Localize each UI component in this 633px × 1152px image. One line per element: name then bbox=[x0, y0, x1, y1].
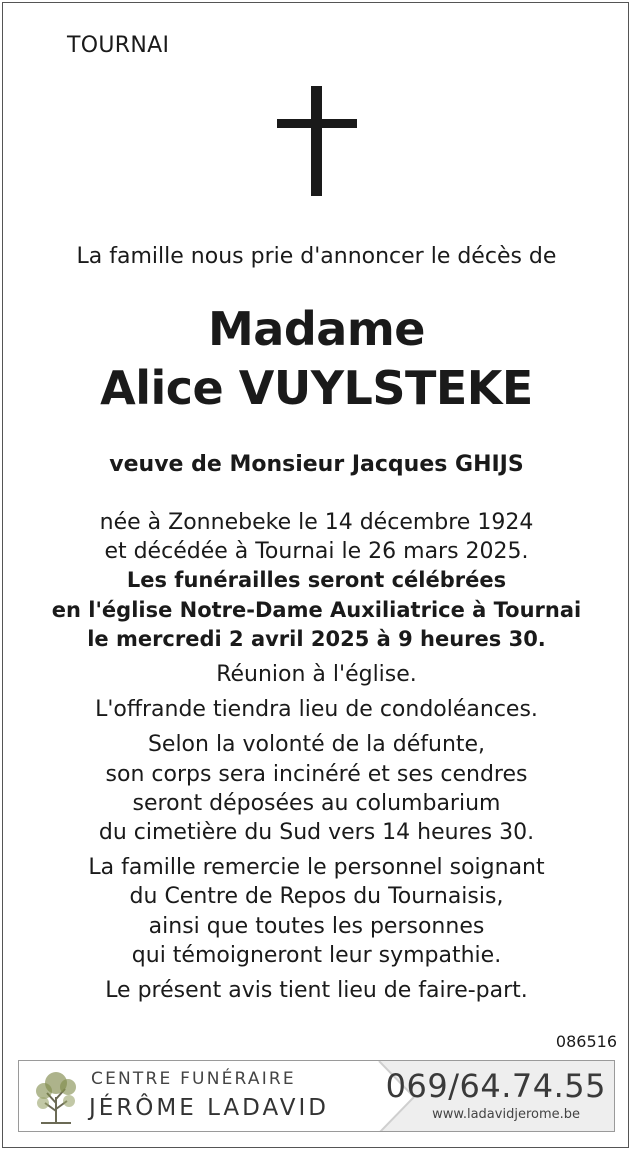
funeral-line-2: en l'église Notre-Dame Auxiliatrice à Tournai bbox=[51, 597, 582, 622]
announcement-text: La famille nous prie d'annoncer le décès de bbox=[76, 244, 557, 269]
deceased-title: Madame bbox=[208, 302, 425, 356]
website-link[interactable]: www.ladavidjerome.be bbox=[432, 1107, 580, 1122]
cremation-line-1: Selon la volonté de la défunte, bbox=[147, 732, 486, 758]
cross-icon bbox=[277, 86, 357, 196]
birth-line: née à Zonnebeke le 14 décembre 1924 bbox=[99, 510, 534, 535]
city-label: TOURNAI bbox=[67, 33, 170, 58]
cremation-line-4: du cimetière du Sud vers 14 heures 30. bbox=[98, 820, 535, 846]
death-line: et décédée à Tournai le 26 mars 2025. bbox=[104, 539, 529, 565]
closing-line: Le présent avis tient lieu de faire-part. bbox=[105, 978, 528, 1004]
thanks-line-4: qui témoigneront leur sympathie. bbox=[131, 942, 502, 968]
deceased-name: Alice VUYLSTEKE bbox=[100, 361, 533, 415]
thanks-line-1: La famille remercie le personnel soignant bbox=[88, 855, 545, 881]
cremation-line-3: seront déposées au columbarium bbox=[132, 790, 501, 816]
offering-line: L'offrande tiendra lieu de condoléances. bbox=[95, 697, 538, 723]
funeral-home-banner bbox=[18, 1060, 615, 1132]
thanks-line-2: du Centre de Repos du Tournaisis, bbox=[129, 884, 504, 910]
funeral-line-1: Les funérailles seront célébrées bbox=[126, 568, 507, 593]
cremation-line-2: son corps sera incinéré et ses cendres bbox=[105, 761, 528, 787]
thanks-line-3: ainsi que toutes les personnes bbox=[148, 913, 485, 939]
banner-line-2: JÉRÔME LADAVID bbox=[89, 1095, 329, 1121]
widow-of-text: veuve de Monsieur Jacques GHIJS bbox=[109, 452, 524, 477]
notice-body bbox=[0, 508, 633, 1005]
banner-line-1: CENTRE FUNÉRAIRE bbox=[91, 1069, 296, 1089]
reunion-line: Réunion à l'église. bbox=[216, 662, 417, 688]
reference-number: 086516 bbox=[555, 1032, 617, 1051]
olive-tree-icon bbox=[31, 1067, 81, 1125]
phone-number: 069/64.74.55 bbox=[385, 1067, 606, 1105]
funeral-line-3: le mercredi 2 avril 2025 à 9 heures 30. bbox=[87, 626, 546, 651]
